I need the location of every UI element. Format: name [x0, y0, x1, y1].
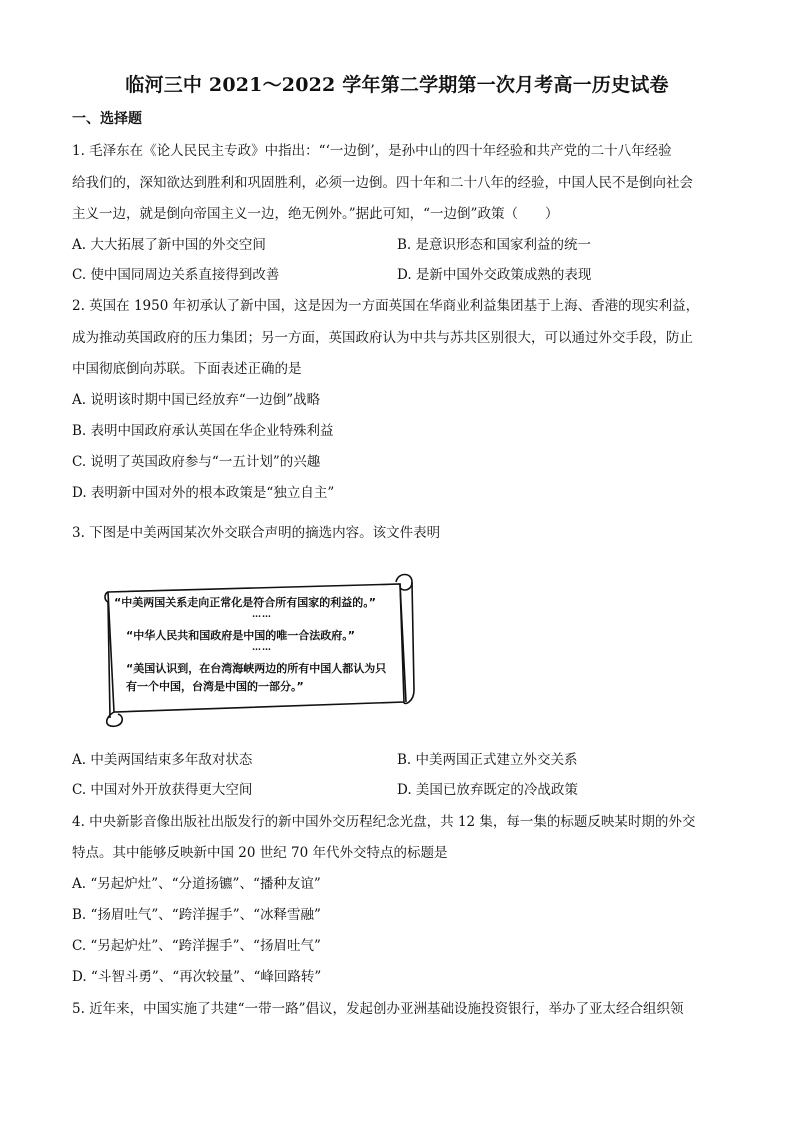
page-title: 临河三中 2021～2022 学年第二学期第一次月考高一历史试卷 — [125, 74, 669, 96]
q1-line-2: 给我们的，深知欲达到胜利和巩固胜利，必须一边倒。四十年和二十八年的经验，中国人民不是倒向社会 — [72, 175, 693, 191]
q2-option-b: B. 表明中国政府承认英国在华企业特殊利益 — [72, 423, 334, 439]
q4-option-c: C. “另起炉灶”、“跨洋握手”、“扬眉吐气” — [72, 938, 321, 954]
scroll-line-4: 有一个中国，台湾是中国的一部分。” — [126, 680, 304, 693]
q1-line-1: 1. 毛泽东在《论人民民主专政》中指出：“‘一边倒’，是孙中山的四十年经验和共产党的二十八年经验 — [72, 143, 672, 159]
q4-line-1: 4. 中央新影音像出版社出版发行的新中国外交历程纪念光盘，共 12 集，每一集的标题反映某时期的外交 — [72, 814, 696, 830]
q1-option-b: B. 是意识形态和国家利益的统一 — [397, 237, 592, 253]
q2-line-2: 成为推动英国政府的压力集团；另一方面，英国政府认为中共与苏共区别很大，可以通过外交手段，防止 — [72, 330, 693, 346]
q1-option-a: A. 大大拓展了新中国的外交空间 — [72, 237, 266, 253]
scroll-figure — [100, 570, 420, 728]
q3-option-d: D. 美国已放弃既定的冷战政策 — [397, 782, 578, 798]
q2-option-a: A. 说明该时期中国已经放弃“一边倒”战略 — [72, 392, 321, 408]
q3-stem: 3. 下图是中美两国某次外交联合声明的摘选内容。该文件表明 — [72, 525, 441, 541]
q3-option-a: A. 中美两国结束多年敌对状态 — [72, 752, 253, 768]
scroll-line-2: “中华人民共和国政府是中国的唯一合法政府。” — [126, 629, 355, 642]
q1-line-3: 主义一边，就是倒向帝国主义一边，绝无例外。”据此可知，“一边倒”政策（ ） — [72, 206, 559, 222]
q4-option-a: A. “另起炉灶”、“分道扬镳”、“播种友谊” — [72, 876, 321, 892]
q1-option-c: C. 使中国同周边关系直接得到改善 — [72, 267, 280, 283]
q1-option-d: D. 是新中国外交政策成熟的表现 — [397, 267, 592, 283]
q4-option-d: D. “斗智斗勇”、“再次较量”、“峰回路转” — [72, 969, 322, 985]
q2-line-3: 中国彻底倒向苏联。下面表述正确的是 — [72, 361, 302, 377]
scroll-ellipsis-2: …… — [252, 643, 272, 653]
q2-option-d: D. 表明新中国对外的根本政策是“独立自主” — [72, 485, 335, 501]
scroll-line-3: “美国认识到，在台湾海峡两边的所有中国人都认为只 — [126, 662, 387, 675]
q4-line-2: 特点。其中能够反映新中国 20 世纪 70 年代外交特点的标题是 — [72, 845, 448, 861]
scroll-ellipsis-1: …… — [252, 610, 272, 620]
q5-line-1: 5. 近年来，中国实施了共建“一带一路”倡议，发起创办亚洲基础设施投资银行，举办了亚太经合组织领 — [72, 1001, 684, 1017]
q3-option-c: C. 中国对外开放获得更大空间 — [72, 782, 253, 798]
q4-option-b: B. “扬眉吐气”、“跨洋握手”、“冰释雪融” — [72, 907, 321, 923]
section-heading: 一、选择题 — [72, 111, 142, 127]
q2-line-1: 2. 英国在 1950 年初承认了新中国，这是因为一方面英国在华商业利益集团基于上海、香港的现实利益， — [72, 298, 700, 314]
q2-option-c: C. 说明了英国政府参与“一五计划”的兴趣 — [72, 454, 321, 470]
q3-option-b: B. 中美两国正式建立外交关系 — [397, 752, 578, 768]
scroll-line-1: “中美两国关系走向正常化是符合所有国家的利益的。” — [114, 596, 376, 609]
